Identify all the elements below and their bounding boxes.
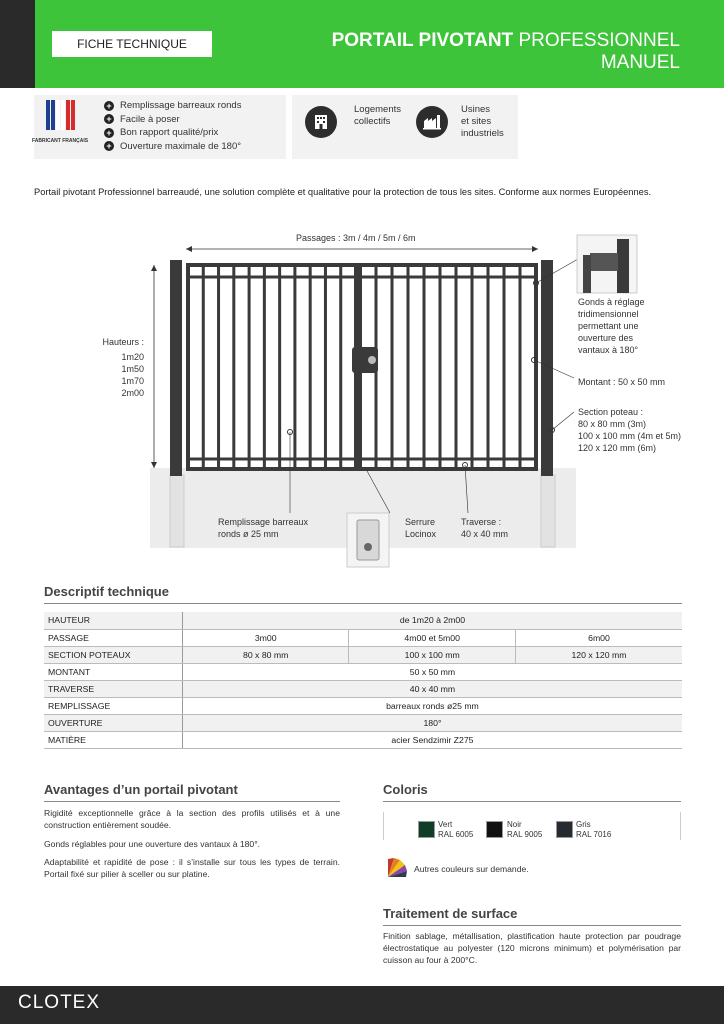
features-list [104, 99, 241, 153]
footer-bar [0, 986, 724, 1024]
swatch-vert [418, 821, 435, 838]
spec-label: TRAVERSE [44, 680, 182, 697]
spec-table [44, 612, 682, 749]
plus-icon: + [104, 141, 114, 151]
spec-row [44, 731, 682, 748]
spec-value: 100 x 100 mm [349, 646, 516, 663]
fiche-technique-tag: FICHE TECHNIQUE [52, 31, 212, 57]
spec-row [44, 714, 682, 731]
feature-item: + Remplissage barreaux ronds [104, 99, 241, 113]
montant-label: Montant : 50 x 50 mm [578, 377, 666, 387]
swatch-label: Vert RAL 6005 [438, 820, 474, 839]
application-label: Usines et sites industriels [461, 104, 504, 139]
spec-value: 6m00 [515, 629, 682, 646]
plus-icon: + [104, 114, 114, 124]
spec-row [44, 629, 682, 646]
spec-value: 3m00 [182, 629, 349, 646]
clotex-logo[interactable]: CLOTEX [18, 992, 101, 1013]
swatch-noir [486, 821, 503, 838]
traitement-title: Traitement de surface [383, 906, 518, 921]
serrure-label: Serrure Locinox [405, 517, 437, 539]
feature-item: + Facile à poser [104, 113, 241, 127]
color-fan-icon [384, 855, 410, 881]
plus-icon: + [104, 128, 114, 138]
divider [44, 603, 682, 604]
spec-value: 4m00 et 5m00 [349, 629, 516, 646]
foundation-right [541, 475, 555, 547]
spec-label: SECTION POTEAUX [44, 646, 182, 663]
flag-label: FABRICANT FRANÇAIS [31, 138, 89, 144]
gonds-label: Gonds à réglage tridimensionnel permettant une ouverture des vantaux à 180° [578, 297, 645, 355]
swatch-label: Gris RAL 7016 [576, 820, 612, 839]
spec-label: MONTANT [44, 663, 182, 680]
feature-item: + Bon rapport qualité/prix [104, 126, 241, 140]
header-dark-strip [0, 0, 35, 88]
divider [44, 801, 340, 802]
avantages-title: Avantages d’un portail pivotant [44, 782, 238, 797]
leaf-right [360, 265, 536, 469]
traitement-text: Finition sablage, métallisation, plastification haute protection par poudrage électrostatique au polyester (120 microns minimum) et polymérisation par cuisson au four à 200°C. [383, 931, 681, 965]
spec-row [44, 697, 682, 714]
divider [383, 801, 681, 802]
fabricant-francais-flag-icon [31, 100, 89, 158]
intro-text: Portail pivotant Professionnel barreaudé, une solution complète et qualitative pour la protection de tous les sites. Conforme aux normes Européennes. [34, 187, 652, 197]
post-left [170, 260, 182, 476]
traverse-label: Traverse : 40 x 40 mm [461, 517, 509, 539]
other-colors-text: Autres couleurs sur demande. [414, 864, 529, 874]
spec-value: 120 x 120 mm [515, 646, 682, 663]
title-regular: PROFESSIONNEL [518, 30, 680, 51]
spec-value: 80 x 80 mm [182, 646, 349, 663]
spec-row [44, 646, 682, 663]
spec-label: HAUTEUR [44, 612, 182, 629]
spec-value: barreaux ronds ø25 mm [182, 697, 682, 714]
spec-label: REMPLISSAGE [44, 697, 182, 714]
avantages-para-3: Adaptabilité et rapidité de pose : il s’installe sur tous les types de terrain. Portail fixé sur pilier à sceller ou sur platine. [44, 857, 340, 879]
spec-label: OUVERTURE [44, 714, 182, 731]
hauteurs-label: Hauteurs : 1m20 1m50 1m70 2m00 [102, 337, 144, 398]
spec-value: 40 x 40 mm [182, 680, 682, 697]
spec-row [44, 663, 682, 680]
leaf-left [188, 265, 356, 469]
spec-row [44, 612, 682, 629]
page-title [332, 30, 680, 74]
avantages-para-2: Gonds réglables pour une ouverture des vantaux à 180°. [44, 839, 261, 849]
swatch-gris [556, 821, 573, 838]
spec-value: de 1m20 à 2m00 [182, 612, 682, 629]
passages-label: Passages : 3m / 4m / 5m / 6m [296, 233, 416, 243]
gate-diagram [0, 225, 724, 575]
divider [383, 925, 681, 926]
descriptif-title: Descriptif technique [44, 584, 169, 599]
feature-item: + Ouverture maximale de 180° [104, 140, 241, 154]
application-label: Logements collectifs [354, 104, 402, 127]
spec-value: 50 x 50 mm [182, 663, 682, 680]
factory-icon [416, 106, 448, 138]
avantages-para-1: Rigidité exceptionnelle grâce à la section des profils utilisés et à une construction entièrement soudée. [44, 808, 340, 830]
spec-row [44, 680, 682, 697]
swatch-label: Noir RAL 9005 [507, 820, 543, 839]
title-line2: MANUEL [600, 52, 680, 73]
building-icon [305, 106, 337, 138]
spec-value: 180° [182, 714, 682, 731]
foundation-left [170, 475, 184, 547]
spec-label: MATIÈRE [44, 731, 182, 748]
plus-icon: + [104, 101, 114, 111]
section-label: Section poteau : 80 x 80 mm (3m) 100 x 100 mm (4m et 5m) 120 x 120 mm (6m) [578, 407, 682, 453]
spec-value: acier Sendzimir Z275 [182, 731, 682, 748]
remplissage-label: Remplissage barreaux ronds ø 25 mm [218, 517, 309, 539]
coloris-title: Coloris [383, 782, 428, 797]
spec-label: PASSAGE [44, 629, 182, 646]
title-bold: PORTAIL PIVOTANT [331, 30, 514, 51]
